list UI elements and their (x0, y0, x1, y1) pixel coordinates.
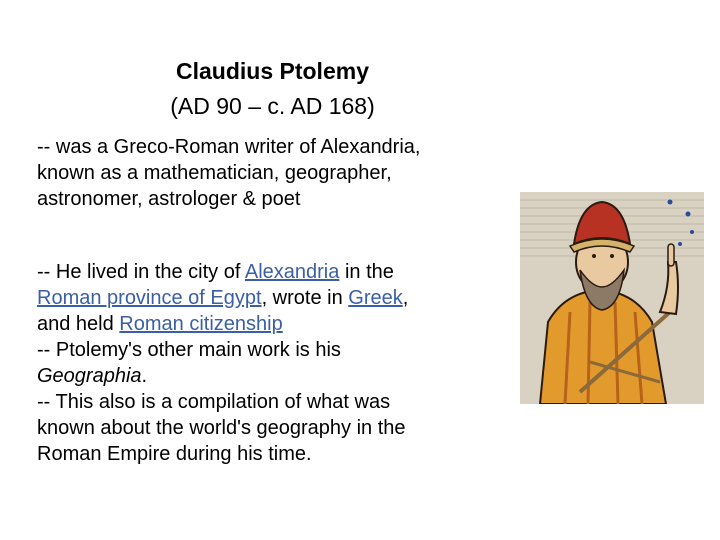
intro-line: astronomer, astrologer & poet (37, 188, 301, 210)
lived-text: -- He lived in the city of (37, 261, 245, 283)
work-period: . (141, 365, 148, 387)
geographia-title: Geographia (37, 365, 142, 387)
compilation-line: Roman Empire during his time. (37, 443, 312, 465)
intro-line: known as a mathematician, geographer, (37, 162, 392, 184)
lived-text: , wrote in (261, 287, 349, 309)
roman-citizenship-link[interactable]: Roman citizenship (119, 313, 283, 335)
lived-text: , (402, 287, 409, 309)
ptolemy-portrait-image (520, 192, 704, 404)
lived-text: and held (37, 313, 120, 335)
page-subtitle-dates: (AD 90 – c. AD 168) (170, 93, 375, 119)
compilation-line: known about the world's geography in the (37, 417, 406, 439)
intro-line: -- was a Greco-Roman writer of Alexandria, (37, 136, 421, 158)
work-line: -- Ptolemy's other main work is his (37, 339, 341, 361)
details-paragraph (37, 259, 517, 467)
ptolemy-portrait-icon (520, 192, 704, 404)
greek-link[interactable]: Greek (348, 287, 403, 309)
alexandria-link[interactable]: Alexandria (244, 261, 340, 283)
work-title-line (37, 363, 517, 389)
roman-province-of-egypt-link[interactable]: Roman province of Egypt (37, 287, 262, 309)
citizenship-line (37, 311, 517, 337)
lived-line (37, 259, 517, 285)
compilation-line: -- This also is a compilation of what was (37, 391, 391, 413)
page-title: Claudius Ptolemy (176, 58, 369, 84)
lived-text: in the (339, 261, 394, 283)
intro-paragraph (37, 134, 517, 212)
province-line (37, 285, 517, 311)
